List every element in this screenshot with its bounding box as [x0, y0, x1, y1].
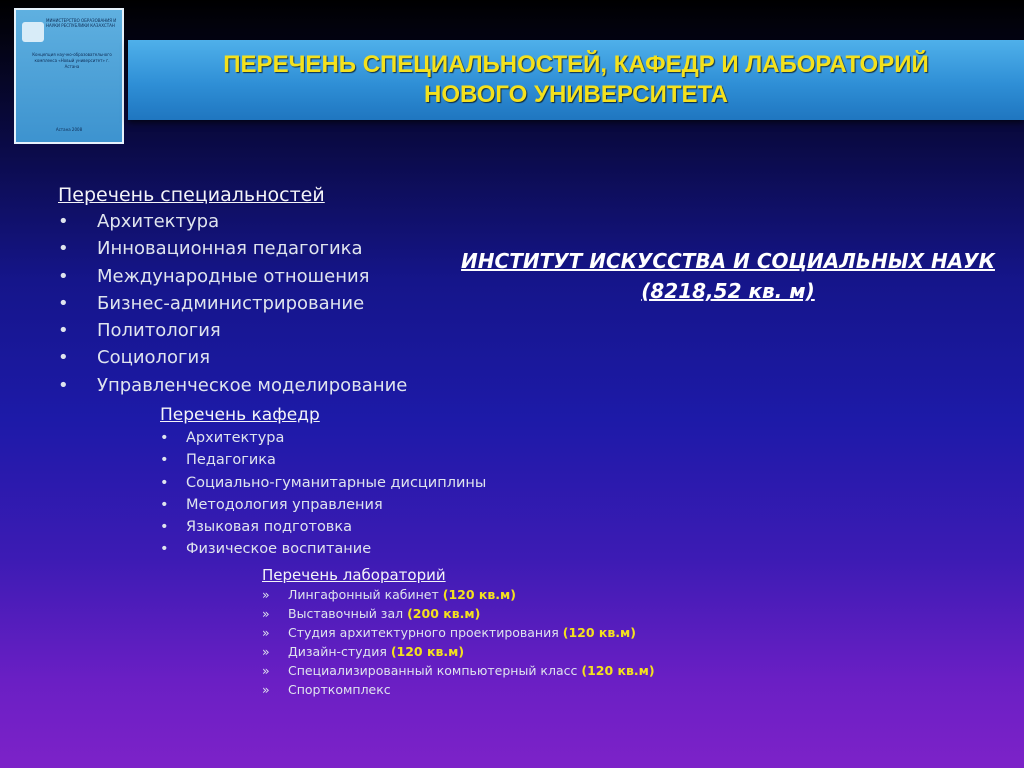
slide-title-line-2: НОВОГО УНИВЕРСИТЕТА	[423, 81, 729, 108]
labs-section	[262, 564, 742, 699]
list-item: • Международные отношения	[58, 263, 478, 290]
lab-area: (120 кв.м)	[581, 662, 655, 678]
list-item: • Инновационная педагогика	[58, 235, 478, 262]
list-item: • Политология	[58, 317, 478, 344]
labs-heading: Перечень лабораторий	[262, 566, 446, 584]
list-item: • Архитектура	[160, 427, 580, 449]
departments-section	[160, 403, 580, 561]
emblem-icon	[22, 22, 44, 42]
lab-name: Спорткомплекс	[288, 681, 391, 697]
list-item: • Социология	[58, 344, 478, 371]
book-cover-image	[14, 8, 124, 144]
list-item: • Физическое воспитание	[160, 538, 580, 560]
lab-name: Дизайн-студия	[288, 643, 387, 659]
list-item: • Архитектура	[58, 208, 478, 235]
cover-header: МИНИСТЕРСТВО ОБРАЗОВАНИЯ И НАУКИ РЕСПУБЛИКИ КАЗАХСТАН	[46, 18, 117, 28]
lab-name: Студия архитектурного проектирования	[288, 624, 559, 640]
specialties-heading: Перечень специальностей	[58, 184, 325, 206]
slide-title-bar	[128, 40, 1024, 120]
list-item: • Педагогика	[160, 449, 580, 471]
list-item: • Управленческое моделирование	[58, 372, 478, 399]
lab-area: (120 кв.м)	[442, 587, 516, 602]
institute-block	[458, 246, 998, 306]
labs-list	[262, 586, 742, 699]
institute-name: ИНСТИТУТ ИСКУССТВА И СОЦИАЛЬНЫХ НАУК	[461, 249, 995, 273]
list-item: • Социально-гуманитарные дисциплины	[160, 472, 580, 494]
list-item	[262, 662, 742, 681]
institute-area: (8218,52 кв. м)	[641, 279, 815, 303]
lab-name: Специализированный компьютерный класс	[288, 662, 578, 678]
list-item	[262, 624, 742, 643]
list-item: • Методология управления	[160, 494, 580, 516]
list-item: • Языковая подготовка	[160, 516, 580, 538]
list-item	[262, 643, 742, 662]
lab-name: Лингафонный кабинет	[288, 587, 439, 602]
lab-area: (200 кв.м)	[407, 605, 481, 621]
slide-title-line-1: ПЕРЕЧЕНЬ СПЕЦИАЛЬНОСТЕЙ, КАФЕДР И ЛАБОРАТОРИЙ	[223, 51, 929, 78]
list-item	[262, 681, 742, 700]
cover-footer: Астана 2008	[55, 127, 83, 132]
list-item	[262, 605, 742, 624]
specialties-list	[58, 208, 478, 399]
specialties-section	[58, 182, 478, 399]
list-item: • Бизнес-администрирование	[58, 290, 478, 317]
lab-name: Выставочный зал	[288, 605, 404, 621]
departments-list	[160, 427, 580, 561]
lab-area: (120 кв.м)	[390, 643, 465, 659]
list-item	[262, 586, 742, 605]
lab-area: (120 кв.м)	[562, 624, 636, 640]
departments-heading: Перечень кафедр	[160, 405, 320, 425]
cover-body: Концепция научно-образовательного комплекса «Новый университет» г. Астана	[32, 52, 112, 69]
